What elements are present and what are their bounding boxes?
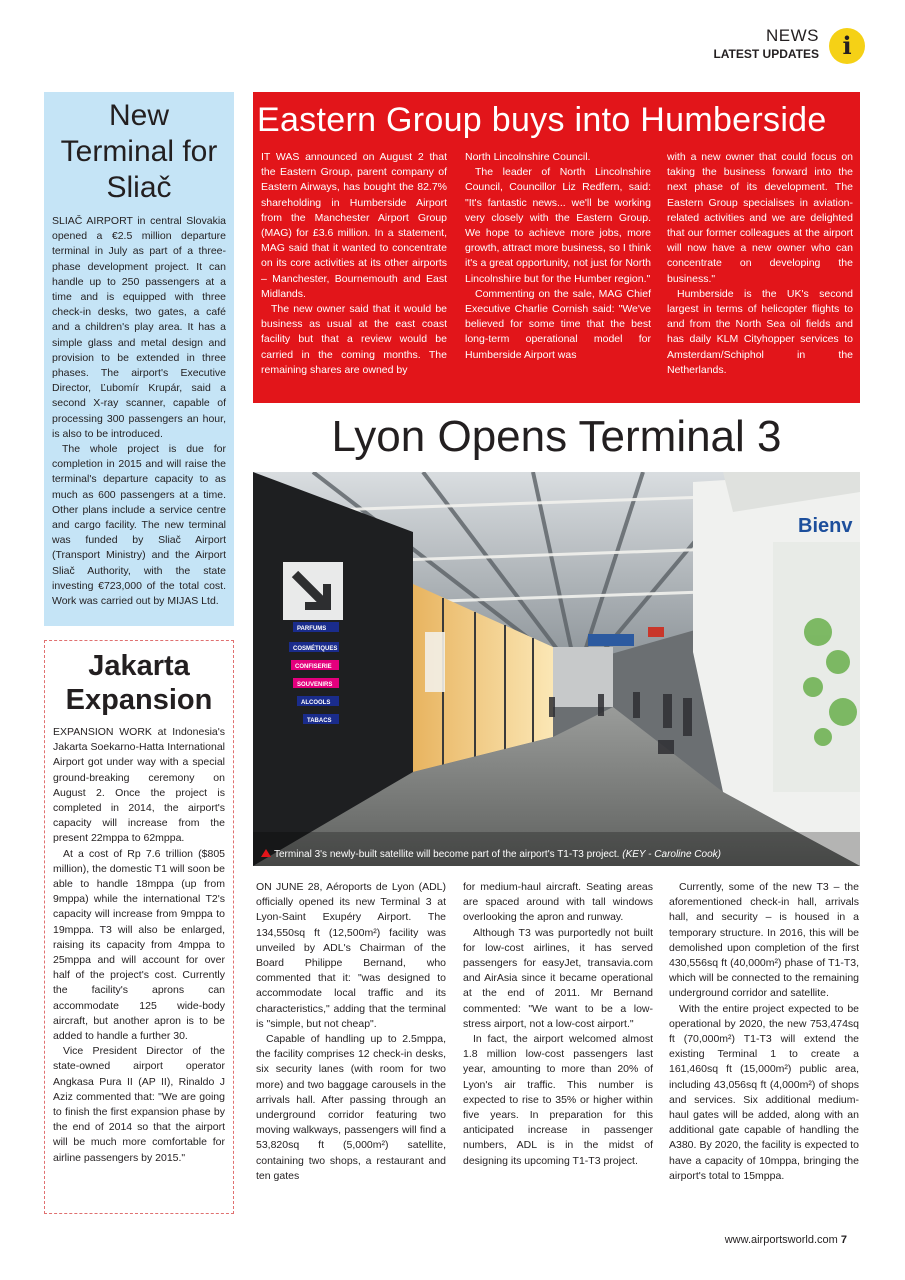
paragraph: for medium-haul aircraft. Seating areas are spaced around with tall windows overlooking the apron and runway. xyxy=(463,881,653,924)
paragraph: Vice President Director of the state-owned airport operator Angkasa Pura II (AP II), Rinaldo J Aziz commented that: "We are going to finish the first expansion phase by the end of 2014 so that the airport will be much more comfortable for airline passengers by 2015." xyxy=(53,1045,225,1164)
paragraph: Humberside is the UK's second largest in terms of helicopter flights to and from the North Sea oil fields and has daily KLM Cityhopper services to Amsterdam/Schiphol in the Netherlands. xyxy=(667,287,853,376)
paragraph: Currently, some of the new T3 – the aforementioned check-in hall, arrivals hall, and security – is housed in a temporary structure. In 2016, this will be demolished upon completion of the first 430,556sq ft (40,000m²) phase of T1-T3, which will be connected to the remaining underground corridor and satellite. xyxy=(669,881,859,1000)
subsection-label: LATEST UPDATES xyxy=(713,47,819,61)
section-label: NEWS xyxy=(766,26,819,45)
caption-credit: (KEY - Caroline Cook) xyxy=(622,849,721,860)
eastern-column xyxy=(261,150,447,378)
paragraph: EXPANSION WORK at Indonesia's Jakarta Soekarno-Hatta International Airport got under way with a special ground-breaking ceremony on August 2. Once the project is completed in 2014, the airport's capacity will increase from the present 22mppa to 62mppa. xyxy=(53,726,225,845)
welcome-sign: Bienv xyxy=(798,515,853,537)
lyon-column xyxy=(256,880,446,1184)
page-number: 7 xyxy=(840,1234,847,1246)
terminal-photo xyxy=(253,472,860,866)
paragraph: The whole project is due for completion in 2015 and will raise the terminal's departure capacity to as much as 600 passengers at a time. Other plans include a service centre and cargo facility. The new terminal was funded by Sliač Airport (Transport Ministry) and the Airport Sliač Authority, with the state investing €723,000 of the total cost. Work was carried out by MIJAS Ltd. xyxy=(52,443,226,608)
terminal-interior-illustration xyxy=(253,472,860,866)
lyon-column xyxy=(463,880,653,1169)
triangle-marker-icon xyxy=(261,849,271,857)
paragraph: North Lincolnshire Council. xyxy=(465,151,591,163)
shop-sign: TABACS xyxy=(307,718,332,724)
jakarta-body xyxy=(53,725,225,1166)
page-footer xyxy=(725,1234,847,1246)
paragraph: ON JUNE 28, Aéroports de Lyon (ADL) officially opened its new Terminal 3 at Lyon-Saint Exupéry Airport. The 134,550sq ft (12,500m²) facility was unveiled by ADL's Chairman of the Board Philippe Bernand, who commented that it: "was designed to accommodate local traffic and its characteristics," adding that the terminal is "simple, but not cheap". xyxy=(256,881,446,1030)
shop-sign: COSMÉTIQUES xyxy=(293,646,338,652)
paragraph: Although T3 was purportedly not built for low-cost airlines, it has served passengers for easyJet, transavia.com and AirAsia since it became operational at the end of 2011. Mr Bernand commented: "We want to be a low-stress airport, not a low-cost airport." xyxy=(463,926,653,1030)
shop-sign: SOUVENIRS xyxy=(297,682,333,688)
paragraph: The new owner said that it would be business as usual at the east coast facility but that a review would be carried in the coming months. The remaining shares are owned by xyxy=(261,303,447,376)
eastern-column xyxy=(667,150,853,378)
paragraph: SLIAČ AIRPORT in central Slovakia opened a €2.5 million departure terminal in July as part of a three-phase development project. It can handle up to 250 passengers at a time and is equipped with three check-in desks, two gates, a café and a children's play area. It has a simple glass and metal design and provision to be extended in three phases. The airport's Executive Director, Ľubomír Krupár, said a second X-ray scanner, capable of processing 300 passengers an hour, is also to be introduced. xyxy=(52,215,226,440)
paragraph: At a cost of Rp 7.6 trillion ($805 million), the domestic T1 will soon be able to handle 18mppa (up from 9mppa) while the international T2's capacity will increase from 9mppa to 19mppa. T3 will also be enlarged, raising its capacity from 4mppa to 25mppa and will account for over half of the project's cost. Currently the facility's aprons can accommodate 125 wide-body aircraft, but another apron is to be added to handle a further 30. xyxy=(53,847,225,1043)
eastern-column xyxy=(465,150,651,363)
lyon-headline: Lyon Opens Terminal 3 xyxy=(331,412,782,461)
paragraph: IT WAS announced on August 2 that the Eastern Group, parent company of Eastern Airways, has bought the 82.7% shareholding in Humberside Airport from the Manchester Airport Group (MAG) for £3.6 million. In a statement, MAG said that it wanted to concentrate on its core activities at its other airports – Manchester, Bournemouth and East Midlands. xyxy=(261,151,447,300)
sliac-body xyxy=(52,214,226,609)
sliac-headline: New Terminal for Sliač xyxy=(60,99,218,204)
lyon-column xyxy=(669,880,859,1184)
shop-sign: ALCOOLS xyxy=(301,700,331,706)
shop-sign: CONFISERIE xyxy=(295,664,332,670)
eastern-headline: Eastern Group buys into Humberside xyxy=(257,101,827,139)
paragraph: Commenting on the sale, MAG Chief Executive Charlie Cornish said: "We've believed for some time that the best long-term operational model for Humberside Airport was xyxy=(465,287,651,361)
caption-text: Terminal 3's newly-built satellite will become part of the airport's T1-T3 project. xyxy=(274,849,620,860)
paragraph: The leader of North Lincolnshire Council, Councillor Liz Redfern, said: "It's fantastic news... we'll be working very closely with the Eastern Group. We hope to achieve more jobs, more growth, attract more business, so I think it's a great opportunity, not just for North Lincolnshire but for the Humber region." xyxy=(465,166,651,285)
paragraph: In fact, the airport welcomed almost 1.8 million low-cost passengers last year, amounting to more than 20% of Lyon's air traffic. This number is expected to rise to 35% or higher within five years. In preparation for this anticipated increase in passenger numbers, ADL is in the midst of designing its upcoming T1-T3 project. xyxy=(463,1033,653,1167)
paragraph: Capable of handling up to 2.5mppa, the facility comprises 12 check-in desks, six security lanes (with room for two more) and two baggage carousels in the arrivals hall. After passing through an underground corridor featuring two moving walkways, passengers will find a 53,820sq ft (5,000m²) satellite, containing two shops, a restaurant and ten gates xyxy=(256,1033,446,1182)
photo-caption xyxy=(261,848,721,861)
shop-sign: PARFUMS xyxy=(297,626,327,632)
info-icon: i xyxy=(829,28,865,64)
eastern-article xyxy=(253,92,860,403)
jakarta-article xyxy=(44,640,234,1214)
website-url: www.airportsworld.com xyxy=(724,1234,838,1246)
jakarta-headline: Jakarta Expansion xyxy=(65,650,213,716)
paragraph: with a new owner that could focus on taking the business forward into the next phase of its development. The Eastern Group specialises in aviation-related activities and we are delighted that our former colleagues at the airport will now have a new owner who can concentrate on developing the business." xyxy=(667,151,853,285)
sliac-article xyxy=(44,92,234,626)
section-header xyxy=(713,26,865,62)
paragraph: With the entire project expected to be operational by 2020, the new 753,474sq ft (70,000m²) T1-T3 will extend the existing Terminal 1 to create a 161,460sq ft (15,000m²) public area, including 43,056sq ft (4,000m²) of shops and services. Six additional medium-haul gates will be added, along with an additional gate capable of handling the A380. By 2020, the facility is expected to have a capacity of 10mppa, bringing the airport's total to 15mppa. xyxy=(669,1002,859,1182)
